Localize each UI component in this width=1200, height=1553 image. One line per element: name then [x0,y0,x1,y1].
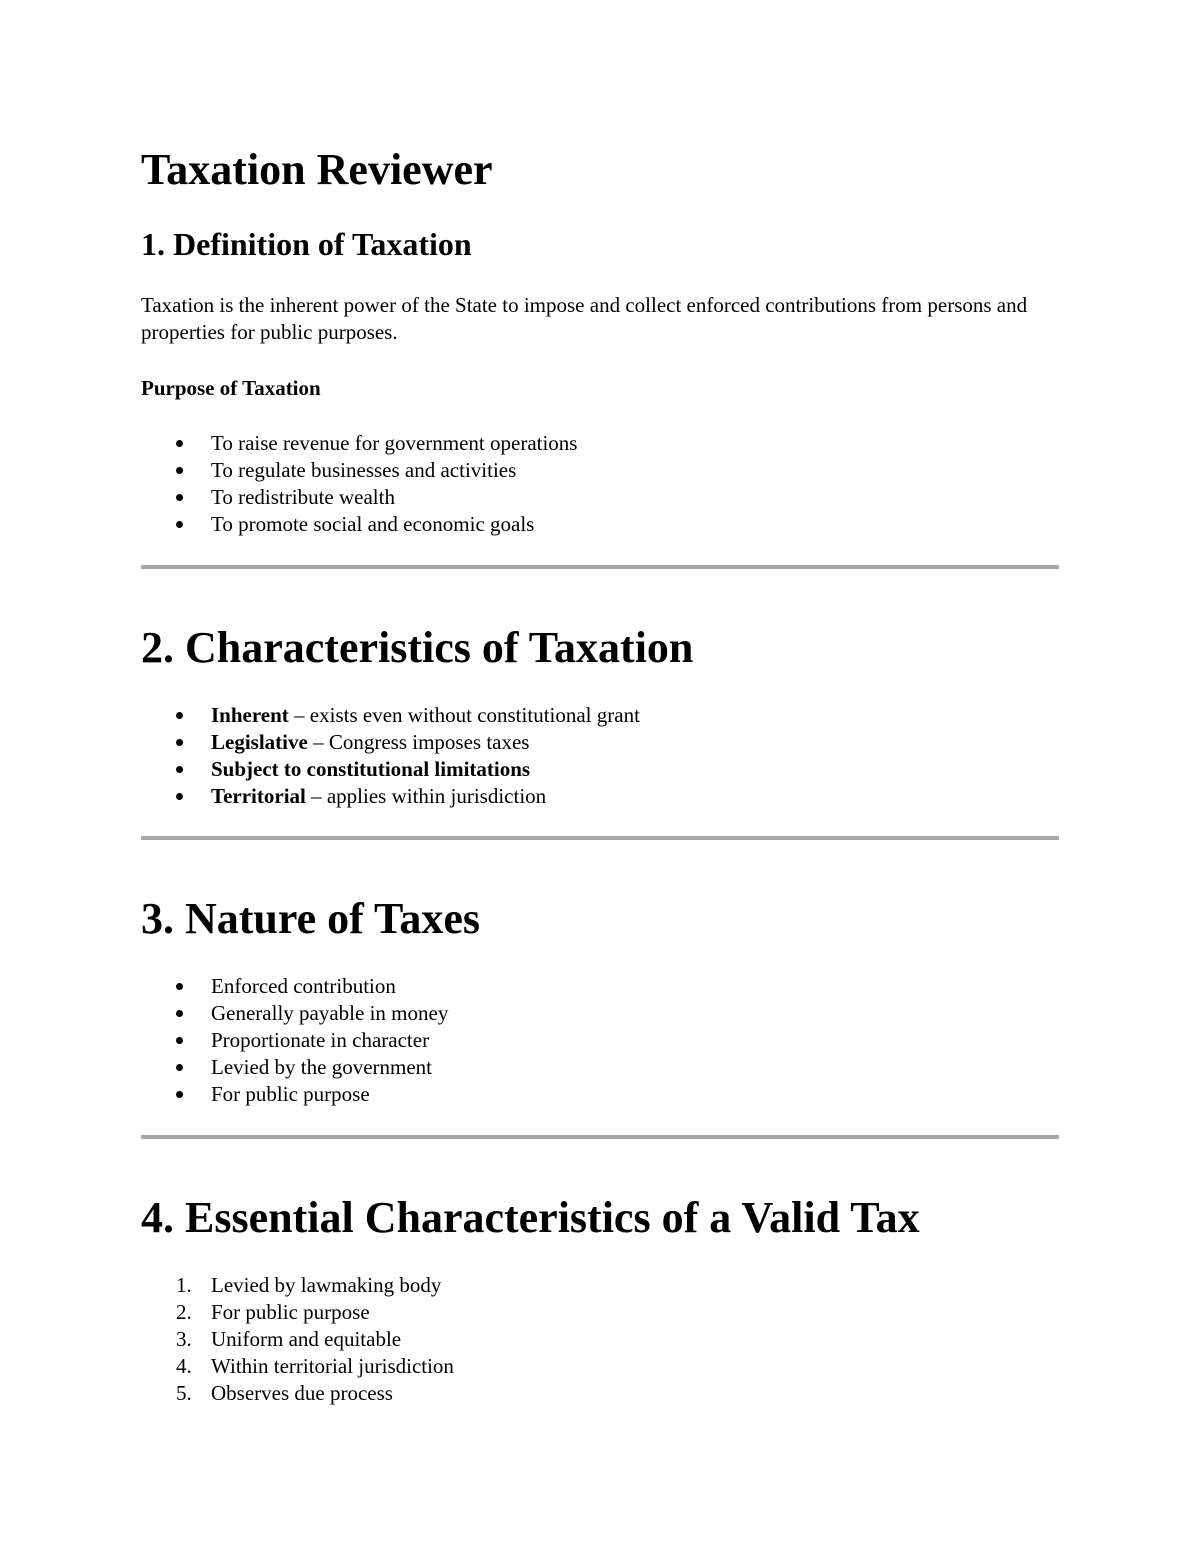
term-description: – exists even without constitutional grant [288,703,640,727]
item-number: 4. [176,1354,192,1378]
item-number: 1. [176,1273,192,1297]
list-item: Levied by the government [141,1054,448,1081]
item-text: Within territorial jurisdiction [211,1354,454,1378]
list-item [141,756,640,783]
item-text: Observes due process [211,1381,393,1405]
purpose-heading: Purpose of Taxation [141,376,321,400]
item-number: 3. [176,1327,192,1351]
document-title: Taxation Reviewer [141,145,493,194]
term: Inherent [211,703,289,727]
term-description: – Congress imposes taxes [307,730,530,754]
list-item: To redistribute wealth [141,484,577,511]
list-item: To raise revenue for government operations [141,430,577,457]
term-description: – applies within jurisdiction [305,784,547,808]
item-number: 2. [176,1300,192,1324]
list-item [141,702,640,729]
list-item: To promote social and economic goals [141,511,577,538]
purpose-list [141,430,577,538]
characteristics-list [141,702,640,810]
valid-tax-list [141,1272,454,1407]
section-1-heading: 1. Definition of Taxation [141,226,472,262]
list-item [141,1353,454,1380]
item-text: Levied by lawmaking body [211,1273,442,1297]
item-text: For public purpose [211,1300,370,1324]
term: Territorial [211,784,306,808]
section-3-heading: 3. Nature of Taxes [141,894,480,943]
list-item: For public purpose [141,1081,448,1108]
list-item: Proportionate in character [141,1027,448,1054]
list-item [141,783,640,810]
horizontal-rule [141,1135,1059,1139]
list-item: To regulate businesses and activities [141,457,577,484]
list-item [141,729,640,756]
list-item [141,1272,454,1299]
list-item: Enforced contribution [141,973,448,1000]
item-text: Uniform and equitable [211,1327,402,1351]
list-item: Generally payable in money [141,1000,448,1027]
horizontal-rule [141,565,1059,569]
list-item [141,1299,454,1326]
definition-paragraph: Taxation is the inherent power of the State to impose and collect enforced contributions from persons and properties for public purposes. [141,293,1028,344]
list-item [141,1326,454,1353]
item-number: 5. [176,1381,192,1405]
section-2-heading: 2. Characteristics of Taxation [141,623,694,672]
nature-list [141,973,448,1108]
term: Legislative [211,730,308,754]
term: Subject to constitutional limitations [211,757,531,781]
horizontal-rule [141,836,1059,840]
list-item [141,1380,454,1407]
section-4-heading: 4. Essential Characteristics of a Valid Tax [141,1193,920,1242]
